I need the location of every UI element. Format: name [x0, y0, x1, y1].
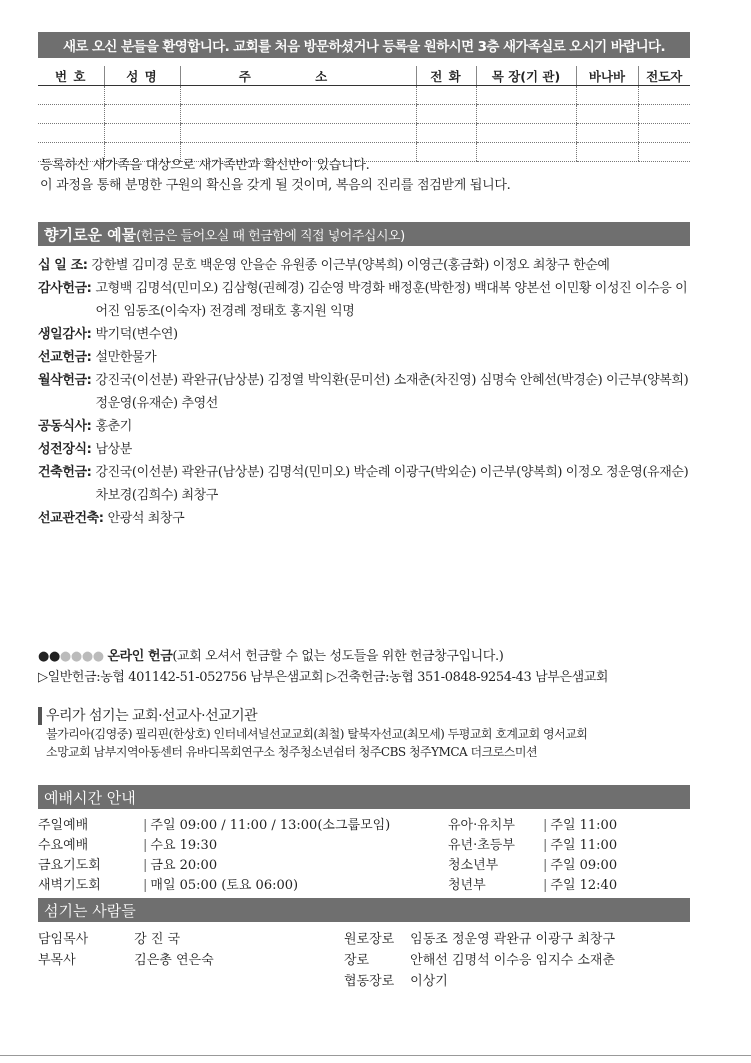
bank-accounts: ▷일반헌금:농협 401142-51-052756 남부은샘교회 ▷건축헌금:농협 351-0848-9254-43 남부은샘교회	[38, 670, 609, 685]
staff-section-header	[38, 898, 690, 922]
header-name: 성 명	[104, 66, 180, 86]
list-item	[38, 415, 698, 438]
offering-names: 설만한물가	[95, 350, 157, 365]
offerings-title: 향기로운 예물	[44, 225, 137, 244]
offering-label: 공동식사:	[38, 419, 92, 434]
list-item: 부목사 김은총 연은숙 장로 안해선 김명석 이수응 임지수 소재춘	[38, 953, 616, 968]
mission-partners	[38, 707, 587, 761]
online-offering	[38, 646, 608, 688]
offering-label: 생일감사:	[38, 327, 92, 342]
worship-section-header	[38, 785, 690, 809]
offering-label: 성전장식:	[38, 442, 92, 457]
list-item	[38, 277, 698, 323]
offering-names: 홍춘기	[95, 419, 132, 434]
offerings-subtitle: (헌금은 들어오실 때 헌금함에 직접 넣어주십시오)	[136, 228, 405, 244]
header-evangelist: 전도자	[638, 66, 690, 86]
list-item	[38, 369, 698, 415]
list-item	[38, 346, 698, 369]
offerings-list	[38, 254, 698, 530]
offering-label: 십 일 조:	[38, 258, 88, 273]
list-item: 새벽기도회 | 매일 05:00 (토요 06:00) 청년부 | 주일 12:40	[38, 878, 618, 893]
list-item	[38, 254, 698, 277]
list-item: 담임목사 강 진 국 원로장로 임동조 정운영 곽완규 이광구 최창구	[38, 932, 616, 947]
notice-line: 이 과정을 통해 분명한 구원의 확신을 갖게 될 것이며, 복음의 진리를 점검받게 됩니다.	[40, 178, 511, 193]
list-item	[38, 438, 698, 461]
list-item: 주일예배 | 주일 09:00 / 11:00 / 13:00(소그룹모임) 유아·유치부 | 주일 11:00	[38, 818, 618, 833]
list-item: 협동장로 이상기	[344, 974, 448, 989]
new-family-notice	[40, 156, 510, 196]
worship-schedule	[38, 816, 698, 896]
mission-line: 소망교회 남부지역아동센터 유바디목회연구소 청주청소년쉼터 청주CBS 청주YMCA 더크로스미션	[46, 745, 538, 759]
table-row[interactable]	[38, 105, 690, 124]
table-row[interactable]	[38, 86, 690, 105]
header-cell-group: 목 장(기 관)	[476, 66, 576, 86]
offering-names: 박기덕(변수연)	[95, 327, 178, 342]
offering-label: 선교헌금:	[38, 350, 92, 365]
offering-label: 월삭헌금:	[38, 373, 92, 388]
offering-names: 강진국(이선분) 곽완규(남상분) 김정열 박익환(문미선) 소재춘(차진영) 심명숙 안혜선(박경순) 이근부(양복희) 정운영(유재순) 추영선	[95, 373, 689, 411]
list-item	[38, 323, 698, 346]
offering-names: 안광석 최창구	[107, 511, 185, 526]
offerings-section-header	[38, 222, 690, 246]
online-offering-desc: (교회 오셔서 헌금할 수 없는 성도들을 위한 헌금창구입니다.)	[172, 649, 504, 664]
offering-label: 감사헌금:	[38, 281, 92, 296]
offering-names: 남상분	[95, 442, 132, 457]
list-item: 금요기도회 | 금요 20:00 청소년부 | 주일 09:00	[38, 858, 618, 873]
offering-names: 강한별 김미경 문호 백운영 안을순 유원종 이근부(양복희) 이영근(홍금화) 이정오 최창구 한순예	[91, 258, 610, 273]
staff-list	[38, 929, 698, 992]
header-phone: 전 화	[416, 66, 476, 86]
bottom-divider	[0, 1055, 751, 1056]
mission-line: 불가리아(김영중) 필리핀(한상호) 인터네셔널선교교회(최철) 탈북자선교(최모세) 두평교회 호계교회 영서교회	[46, 727, 588, 741]
list-item	[38, 461, 698, 507]
header-barnabas: 바나바	[576, 66, 638, 86]
notice-line: 등록하신 새가족을 대상으로 새가족반과 확신반이 있습니다.	[40, 158, 370, 173]
header-number: 번 호	[38, 66, 104, 86]
worship-title: 예배시간 안내	[44, 788, 136, 807]
dots-icon: ●●●●●●	[38, 649, 104, 664]
staff-title: 섬기는 사람들	[44, 901, 136, 920]
offering-names: 강진국(이선분) 곽완규(남상분) 김명석(민미오) 박순례 이광구(박외순) 이근부(양복희) 이정오 정운영(유재순) 차보경(김희수) 최창구	[95, 465, 689, 503]
header-address: 주 소	[180, 66, 416, 86]
welcome-banner: 새로 오신 분들을 환영합니다. 교회를 처음 방문하셨거나 등록을 원하시면 3층 새가족실로 오시기 바랍니다.	[38, 32, 690, 58]
list-item	[38, 507, 698, 530]
online-offering-title: 온라인 헌금	[107, 649, 173, 664]
offering-label: 건축헌금:	[38, 465, 92, 480]
mission-title: 우리가 섬기는 교회·선교사·선교기관	[38, 707, 587, 725]
registration-header-row	[38, 66, 690, 86]
registration-table	[38, 66, 690, 162]
list-item: 수요예배 | 수요 19:30 유년·초등부 | 주일 11:00	[38, 838, 618, 853]
table-row[interactable]	[38, 124, 690, 143]
offering-label: 선교관건축:	[38, 511, 104, 526]
offering-names: 고형백 김명석(민미오) 김삼형(권혜경) 김순영 박경화 배정훈(박한정) 백대복 양본선 이민황 이성진 이수응 이어진 임동조(이숙자) 전경례 정태호 홍지원 익명	[95, 281, 688, 319]
